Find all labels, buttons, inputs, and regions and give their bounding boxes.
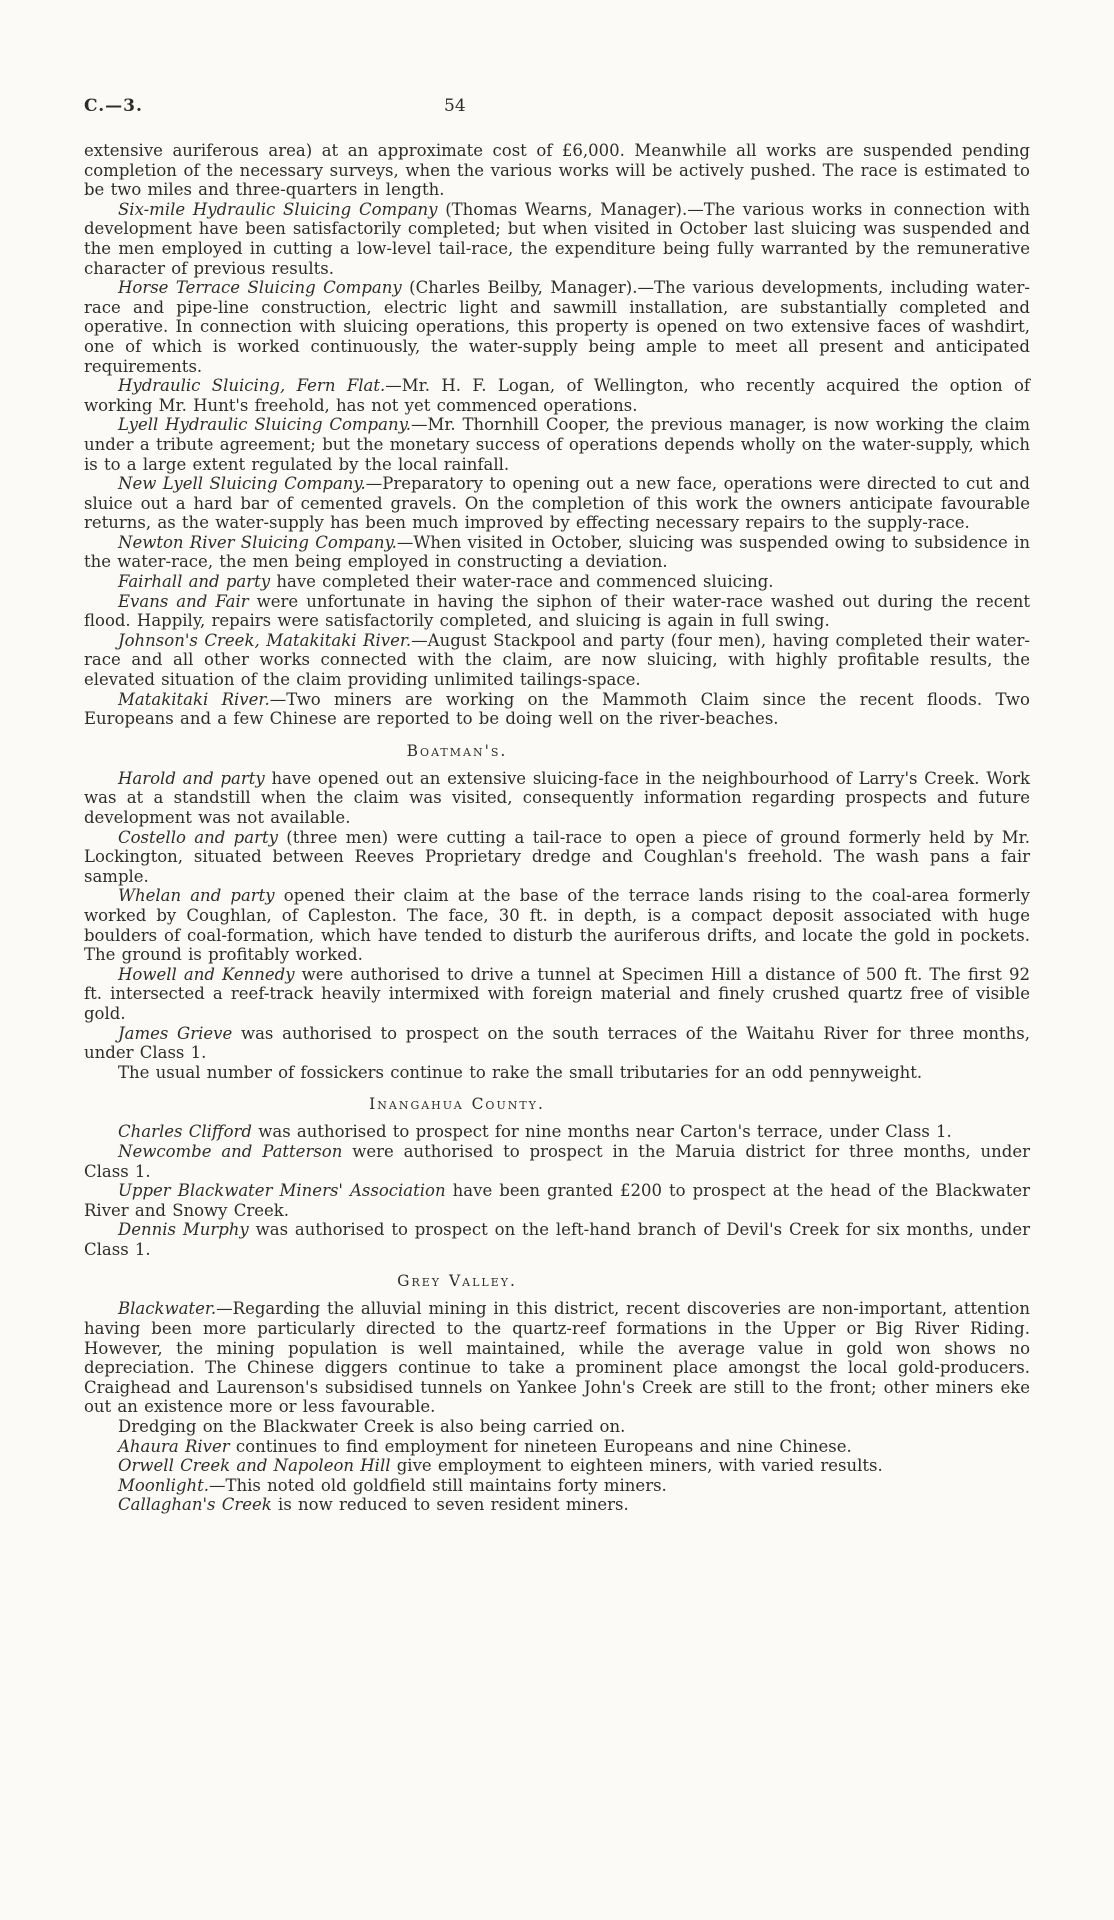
page-header: [84, 96, 1030, 120]
paragraph-lead: Orwell Creek and Napoleon Hill: [118, 1456, 391, 1476]
paragraph: [84, 278, 1030, 376]
paragraph-lead: Newton River Sluicing Company.: [118, 532, 397, 552]
paragraph: [84, 1063, 1030, 1083]
paragraph-text: was authorised to prospect on the south terraces of the Waitahu River for three months, under Class 1.: [84, 1023, 1030, 1063]
paragraph: [84, 1456, 1030, 1476]
paragraph-lead: New Lyell Sluicing Company.: [118, 474, 366, 494]
paragraph-lead: Dennis Murphy: [118, 1220, 249, 1240]
paragraph-lead: Horse Terrace Sluicing Company: [118, 278, 402, 298]
paragraph-lead: Hydraulic Sluicing, Fern Flat.: [118, 376, 386, 396]
paragraph-lead: Whelan and party: [118, 886, 275, 906]
paragraph-text: (Thomas Wearns, Manager).—The various works in connection with development have been satisfactorily completed; but when visited in October last sluicing was suspended and the men employed in cutting a low-level tail-race, the expenditure being fully warranted by the remunerative character of previous results.: [84, 199, 1030, 278]
paragraph: [84, 141, 1030, 200]
paragraph-text: —Mr. H. F. Logan, of Wellington, who recently acquired the option of working Mr. Hunt's freehold, has not yet commenced operations.: [84, 376, 1031, 415]
paragraph-lead: Matakitaki River.: [118, 689, 270, 709]
document-body: [84, 141, 1030, 1515]
paragraph: [84, 1181, 1030, 1220]
paragraph-lead: Newcombe and Patterson: [118, 1141, 343, 1161]
paragraph: [84, 965, 1030, 1024]
paragraph: [84, 690, 1030, 729]
paragraph-text: was authorised to prospect for nine months near Carton's terrace, under Class 1.: [251, 1122, 952, 1142]
paragraph-lead: Johnson's Creek, Matakitaki River.: [118, 630, 412, 650]
paragraph: [84, 592, 1030, 631]
document-reference: C.—3.: [84, 96, 143, 116]
paragraph: [84, 828, 1030, 887]
paragraph-text: Dredging on the Blackwater Creek is also being carried on.: [118, 1417, 626, 1437]
paragraph-text: (Charles Beilby, Manager).—The various developments, including water-race and pipe-line construction, electric light and sawmill installation, are substantially completed and operative. In connection with sluicing operations, this property is opened on two extensive faces of washdirt, one of which is worked continuously, the water-supply being ample to meet all present and anticipated requirements.: [84, 278, 1030, 376]
paragraph: [84, 572, 1030, 592]
paragraph-lead: Six-mile Hydraulic Sluicing Company: [118, 199, 438, 219]
paragraph: [84, 533, 1030, 572]
paragraph: [84, 1142, 1030, 1181]
paragraph: [84, 886, 1030, 964]
paragraph-text: —This noted old goldfield still maintains forty miners.: [209, 1475, 667, 1495]
paragraph-lead: Callaghan's Creek: [118, 1495, 272, 1515]
paragraph-text: —Mr. Thornhill Cooper, the previous manager, is now working the claim under a tribute agreement; but the monetary success of operations depends wholly on the water-supply, which is to a large extent regulated by the local rainfall.: [84, 415, 1031, 474]
paragraph-text: opened their claim at the base of the terrace lands rising to the coal-area formerly worked by Coughlan, of Capleston. The face, 30 ft. in depth, is a compact deposit associated with huge boulders of coal-formation, which have tended to disturb the auriferous drifts, and locate the gold in pockets. The ground is profitably worked.: [84, 886, 1030, 965]
paragraph: [84, 1024, 1030, 1063]
paragraph-text: —Preparatory to opening out a new face, operations were directed to cut and sluice out a hard bar of cemented gravels. On the completion of this work the owners anticipate favourable returns, as the water-supply has been much improved by effecting necessary repairs to the supply-race.: [84, 474, 1030, 533]
paragraph-text: —Regarding the alluvial mining in this district, recent discoveries are non-important, attention having been more particularly directed to the quartz-reef formations in the Upper or Big River Riding. However, the mining population is well maintained, while the average value in gold won shows no depreciation. The Chinese diggers continue to take a prominent place amongst the local gold-producers. Craighead and Laurenson's subsidised tunnels on Yankee John's Creek are still to the front; other miners eke out an existence more or less favourable.: [84, 1299, 1030, 1417]
paragraph: [84, 1417, 1030, 1437]
paragraph-lead: Lyell Hydraulic Sluicing Company.: [118, 415, 411, 435]
paragraph: [84, 415, 1030, 474]
paragraph: [84, 376, 1030, 415]
paragraph-text: were authorised to prospect in the Maruia district for three months, under Class 1.: [84, 1141, 1030, 1181]
paragraph: [84, 769, 1030, 828]
paragraph-lead: Upper Blackwater Miners' Association: [118, 1181, 446, 1201]
paragraph-text: have opened out an extensive sluicing-face in the neighbourhood of Larry's Creek. Work was at a standstill when the claim was visited, consequently information regarding prospects and future development was not available.: [84, 768, 1030, 827]
paragraph: [84, 200, 1030, 278]
paragraph-text: The usual number of fossickers continue to rake the small tributaries for an odd pennyweight.: [118, 1062, 923, 1082]
paragraph-text: is now reduced to seven resident miners.: [271, 1495, 629, 1515]
paragraph-text: have completed their water-race and commenced sluicing.: [270, 572, 774, 592]
paragraph-text: were unfortunate in having the siphon of their water-race washed out during the recent flood. Happily, repairs were satisfactorily completed, and sluicing is again in full swing.: [84, 591, 1030, 631]
paragraph-text: —When visited in October, sluicing was suspended owing to subsidence in the water-race, the men being employed in constructing a deviation.: [84, 532, 1030, 572]
paragraph-text: extensive auriferous area) at an approximate cost of £6,000. Meanwhile all works are suspended pending completion of the necessary surveys, when the various works will be actively pushed. The race is estimated to be two miles and three-quarters in length.: [84, 141, 1030, 200]
paragraph-text: have been granted £200 to prospect at the head of the Blackwater River and Snowy Creek.: [84, 1181, 1031, 1220]
paragraph-text: were authorised to drive a tunnel at Specimen Hill a distance of 500 ft. The first 92 ft. intersected a reef-track heavily intermixed with foreign material and finely crushed quartz free of visible gold.: [84, 964, 1030, 1023]
page-number: 54: [444, 96, 466, 116]
paragraph-text: continues to find employment for nineteen Europeans and nine Chinese.: [229, 1436, 852, 1456]
paragraph-lead: Fairhall and party: [118, 572, 271, 592]
paragraph-lead: Costello and party: [118, 827, 278, 847]
paragraph-lead: Moonlight.: [118, 1475, 210, 1495]
paragraph-text: —August Stackpool and party (four men), having completed their water-race and all other works connected with the claim, are now sluicing, with highly profitable results, the elevated situation of the claim providing unlimited tailings-space.: [84, 630, 1030, 690]
paragraph-lead: Howell and Kennedy: [118, 964, 295, 984]
paragraph-lead: Blackwater.: [118, 1299, 217, 1319]
paragraph: [84, 1437, 1030, 1457]
paragraph: [84, 631, 1030, 690]
paragraph: [84, 1476, 1030, 1496]
section-heading-grey-valley: Grey Valley.: [397, 1272, 517, 1291]
paragraph-text: (three men) were cutting a tail-race to open a piece of ground formerly held by Mr. Lockington, situated between Reeves Proprietary dredge and Coughlan's freehold. The wash pans a fair sample.: [84, 827, 1030, 886]
paragraph: [84, 1495, 1030, 1515]
paragraph-lead: Evans and Fair: [118, 591, 249, 611]
paragraph-text: was authorised to prospect on the left-hand branch of Devil's Creek for six months, under Class 1.: [84, 1220, 1031, 1259]
paragraph-text: —Two miners are working on the Mammoth Claim since the recent floods. Two Europeans and a few Chinese are reported to be doing well on the river-beaches.: [84, 689, 1030, 729]
section-heading-inangahua-county: Inangahua County.: [369, 1095, 545, 1114]
paragraph-lead: James Grieve: [118, 1023, 233, 1043]
section-heading-boatmans: Boatman's.: [406, 741, 508, 760]
paragraph-lead: Harold and party: [118, 768, 265, 788]
paragraph: [84, 1220, 1030, 1259]
paragraph-lead: Charles Clifford: [118, 1122, 252, 1142]
paragraph-lead: Ahaura River: [118, 1436, 230, 1456]
paragraph: [84, 1299, 1030, 1417]
paragraph: [84, 1122, 1030, 1142]
paragraph-text: give employment to eighteen miners, with varied results.: [390, 1456, 883, 1476]
paragraph: [84, 474, 1030, 533]
